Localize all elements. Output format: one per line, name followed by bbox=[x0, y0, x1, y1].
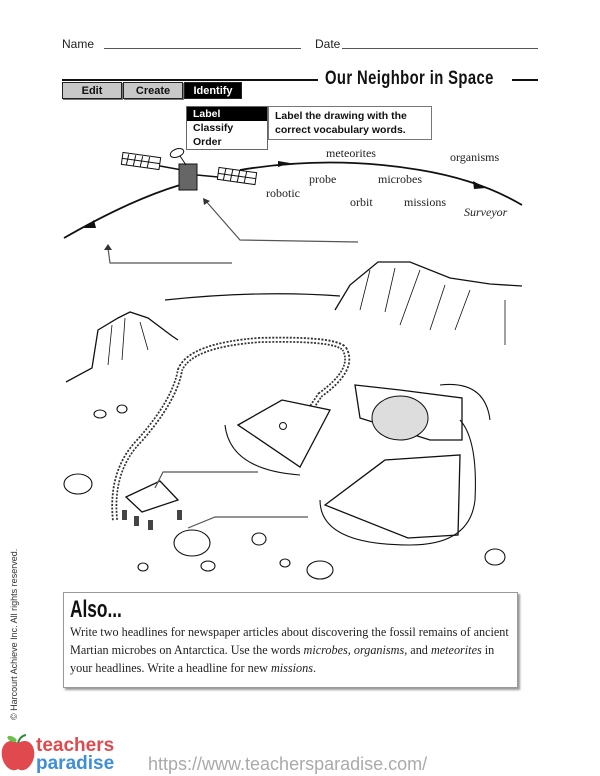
instruction-box: Label the drawing with the correct vocabulary words. bbox=[268, 106, 432, 140]
word-orbit: orbit bbox=[350, 195, 373, 209]
apple-logo-icon bbox=[0, 733, 36, 773]
label-line-1 bbox=[108, 248, 232, 263]
lander-panel-3 bbox=[325, 455, 460, 538]
word-missions: missions bbox=[404, 195, 447, 209]
page-title: Our Neighbor in Space bbox=[325, 68, 494, 89]
orbit-path-left bbox=[64, 185, 180, 238]
word-probe: probe bbox=[309, 172, 337, 186]
copyright-notice: © Harcourt Achieve Inc. All rights reserved. bbox=[9, 548, 19, 720]
word-meteorites: meteorites bbox=[326, 146, 376, 160]
airbag bbox=[372, 396, 428, 440]
also-title: Also... bbox=[70, 596, 122, 623]
orbit-arrow-icon bbox=[84, 220, 96, 228]
menu-item-order[interactable]: Order bbox=[193, 136, 222, 148]
label-line-4 bbox=[188, 517, 308, 528]
also-box bbox=[63, 592, 518, 688]
logo-paradise: paradise bbox=[36, 753, 115, 774]
tab-edit[interactable]: Edit bbox=[62, 82, 122, 99]
name-label: Name bbox=[62, 37, 95, 51]
satellite-icon bbox=[121, 147, 256, 190]
word-organisms: organisms bbox=[450, 150, 500, 164]
word-robotic: robotic bbox=[266, 186, 300, 200]
menu-item-classify[interactable]: Classify bbox=[193, 122, 234, 134]
tab-create[interactable]: Create bbox=[123, 82, 183, 99]
rover-icon bbox=[122, 481, 182, 530]
site-url[interactable]: https://www.teachersparadise.com/ bbox=[148, 754, 428, 774]
mountain-right bbox=[335, 262, 522, 310]
word-microbes: microbes bbox=[378, 172, 422, 186]
horizon-line bbox=[165, 294, 340, 300]
menu-item-label[interactable]: Label bbox=[187, 107, 267, 121]
label-line-2 bbox=[205, 200, 358, 242]
orbit-arrow-icon bbox=[473, 181, 486, 189]
label-line-3 bbox=[155, 472, 258, 488]
also-text: Write two headlines for newspaper articles about discovering the fossil remains of ancient Martian microbes on Antarctica. Use the words microbes, organisms, and meteorites in your headlines. Write a headline for new missions. bbox=[70, 625, 509, 675]
date-label: Date bbox=[315, 37, 341, 51]
mountain-left bbox=[66, 312, 178, 382]
lander-panel-1 bbox=[238, 400, 330, 467]
tab-identify[interactable]: Identify bbox=[184, 82, 242, 99]
logo-teachers: teachers bbox=[36, 735, 115, 756]
word-surveyor: Surveyor bbox=[464, 205, 508, 219]
